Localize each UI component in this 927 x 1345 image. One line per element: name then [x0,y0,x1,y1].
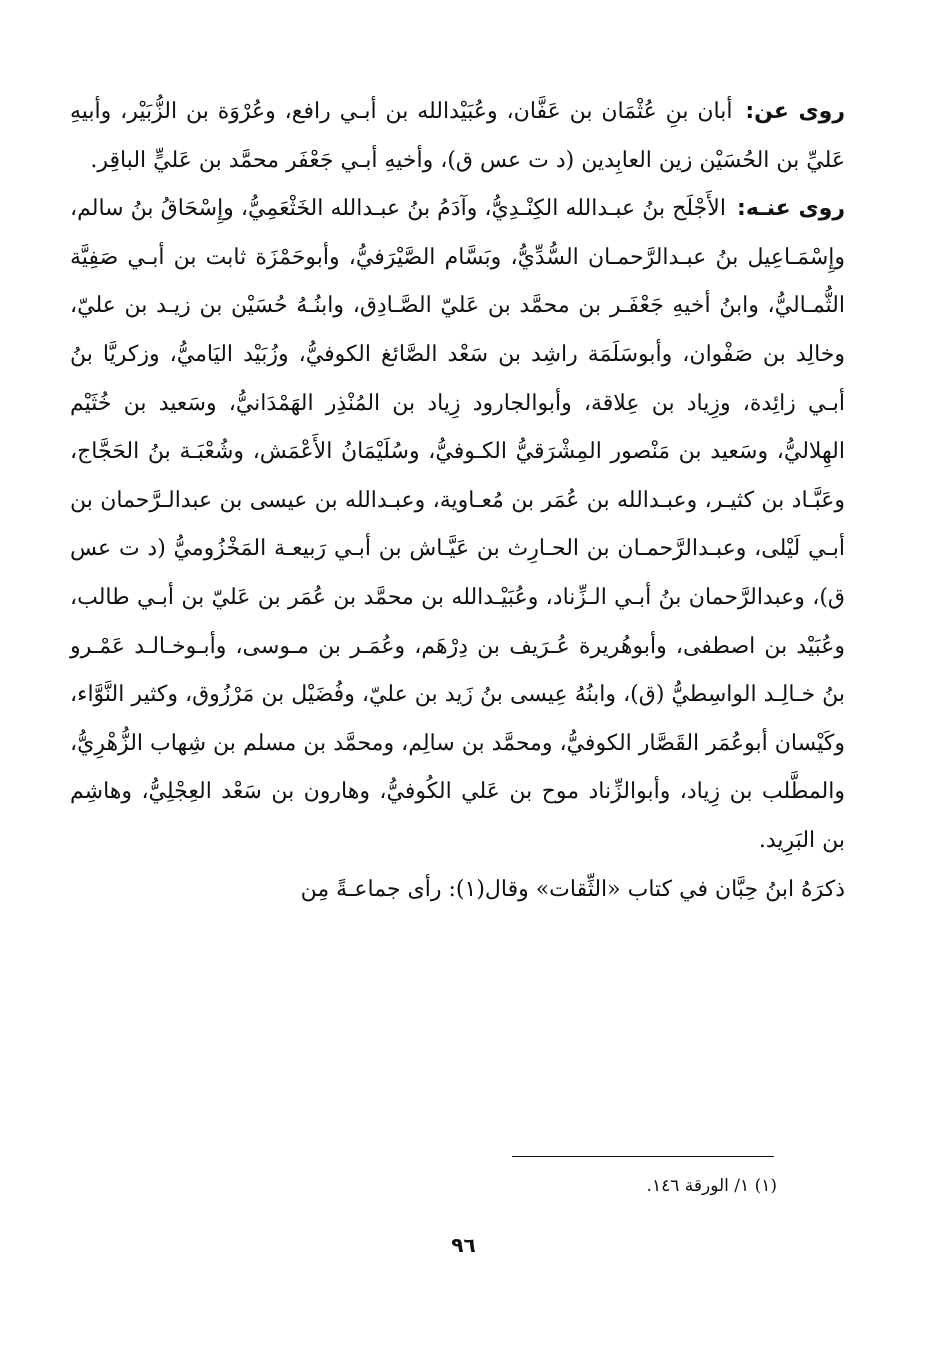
paragraph-text: الأَجْلَح بنُ عبـدالله الكِنْـدِيُّ، وآدَمُ بنُ عبـدالله الخَثْعَمِيُّ، وإِسْحَاقُ بنُ سالم، وإِسْمَـاعِيل بنُ عبـدالرَّحمـان السُّدِّيُّ، وبَسَّام الصَّيْرَفيُّ، وأبوحَمْزَة ثابت بن أبـي صَفِيَّة الثُّمـاليُّ، وابنُ أخيهِ جَعْفَـر بن محمَّد بن عَليّ الصَّـادِق، وابنُـهُ حُسَيْن بن زيـد بن عليّ، وخالِد بن صَفْوان، وأبوسَلَمَة راشِد بن سَعْد الصَّائغ الكوفيُّ، وزُبَيْد اليَاميُّ، وزكريَّا بنُ أبـي زائِدة، وزِياد بن عِلاقة، وأبوالجارود زِياد بن المُنْذِر الهَمْدَانيُّ، وسَعيد بن خُثَيْم الهِلاليُّ، وسَعيد بن مَنْصور المِشْرَقيُّ الكـوفيُّ، وسُلَيْمَانُ الأَعْمَش، وشُعْبَـة بنُ الحَجَّاج، وعَبَّـاد بن كثيـر، وعبـدالله بن عُمَر بن مُعـاوية، وعبـدالله بن عيسى بن عبدالـرَّحمان بن أبـي لَيْلى، وعبـدالرَّحمـان بن الحـارِث بن عَيَّـاش بن أبـي رَبيعـة المَخْزُوميُّ (د ت عس ق)، وعبدالرَّحمان بنُ أبـي الـزِّناد، وعُبَيْـدالله بن محمَّد بن عُمَر بن عَليّ بن أبـي طالب، وعُبَيْد بن اصطفى، وأبوهُريرة عُـرَيف بن دِرْهَم، وعُمَـر بن مـوسى، وأبـوخـالـد عَمْـرو بنُ خـالِـد الواسِطيُّ (ق)، وابنُهُ عِيسى بنُ زَيد بن عليّ، وفُضَيْل بن مَرْزُوق، وكثير النَّوَّاء، وكَيْسان أبوعُمَر القَصَّار الكوفيُّ، ومحمَّد بن سالِم، ومحمَّد بن مسلم بن شِهاب الزُّهْرِيُّ، والمطَّلب بن زِياد، وأبوالزِّناد موح بن عَلي الكُوفيُّ، وهارون بن سَعْد العِجْلِيُّ، وهاشِم بن البَرِيد. [70,196,845,853]
paragraph-mention [70,866,845,915]
main-text [70,88,845,914]
page-number: ٩٦ [451,1233,476,1257]
paragraph-narrated-by [70,185,845,865]
footnote: (١) ١/ الورقة ١٤٦. [646,1176,777,1196]
paragraph-narrated-from [70,88,845,185]
paragraph-label: روى عنـه: [737,196,845,222]
paragraph-text: أبان بنِ عُثْمَان بن عَفَّان، وعُبَيْدالله بن أبـي رافع، وعُرْوَة بن الزُّبَيْر، وأبيهِ عَليِّ بن الحُسَيْن زين العابِدين (د ت عس ق)، وأخيهِ أبـي جَعْفَر محمَّد بن عَليٍّ الباقِر. [70,99,845,173]
paragraph-label: روى عن: [745,99,845,124]
footnote-divider [512,1156,774,1157]
paragraph-text: ذكرَهُ ابنُ حِبَّان في كتاب «الثِّقات» وقال(١): رأى جماعـةً مِن [300,876,845,902]
